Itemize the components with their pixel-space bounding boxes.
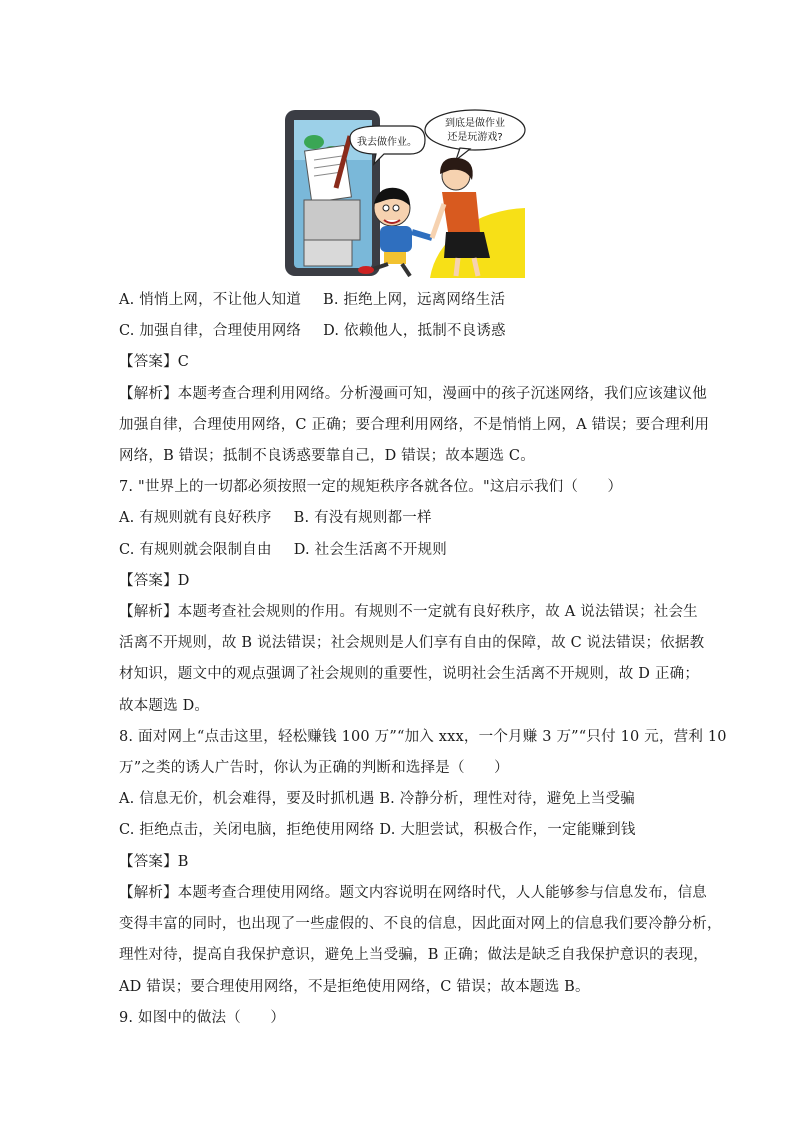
q7-answer: 【答案】D: [119, 573, 190, 589]
mom-speech-line1: 到底是做作业: [445, 118, 505, 129]
q6-analysis-line: 加强自律，合理使用网络，C 正确；要合理利用网络，不是悄悄上网，A 错误；要合理利用: [119, 417, 710, 433]
q8-option-b: B. 冷静分析，理性对待，避免上当受骗: [379, 791, 635, 807]
mom-speech-line2: 还是玩游戏?: [447, 132, 503, 143]
q6-options-row2: [119, 321, 694, 341]
q8-analysis-line: 理性对待，提高自我保护意识，避免上当受骗，B 正确；做法是缺乏自我保护意识的表现，: [119, 947, 708, 963]
q8-stem-line: 万”之类的诱人广告时，你认为正确的判断和选择是（ ）: [119, 760, 509, 776]
q6-analysis-line: 网络，B 错误；抵制不良诱惑要靠自己，D 错误；故本题选 C。: [119, 448, 535, 464]
q7-option-a: A. 有规则就有良好秩序: [119, 510, 272, 526]
q8-analysis-line: AD 错误；要合理使用网络，不是拒绝使用网络，C 错误；故本题选 B。: [119, 979, 590, 995]
q7-option-c: C. 有规则就会限制自由: [119, 542, 272, 558]
q6-option-d: D. 依赖他人，抵制不良诱惑: [323, 323, 506, 339]
q8-answer: 【答案】B: [119, 854, 189, 870]
q6-option-c: C. 加强自律，合理使用网络: [119, 323, 302, 339]
q7-analysis-line: 故本题选 D。: [119, 698, 210, 714]
q7-option-d: D. 社会生活离不开规则: [293, 542, 447, 558]
q8-option-a: A. 信息无价，机会难得，要及时抓机遇: [119, 791, 375, 807]
q8-stem-line: 8. 面对网上“点击这里，轻松赚钱 100 万”“加入 xxx，一个月赚 3 万”“只付 10 元，营利 10: [119, 729, 727, 745]
q8-analysis-line: 变得丰富的同时，也出现了一些虚假的、不良的信息，因此面对网上的信息我们要冷静分析，: [119, 916, 722, 932]
boy-speech-text: 我去做作业。: [357, 137, 417, 148]
q7-stem: 7. "世界上的一切都必须按照一定的规矩秩序各就各位。"这启示我们（ ）: [119, 479, 623, 495]
q8-analysis-line: 【解析】本题考查合理使用网络。题文内容说明在网络时代，人人能够参与信息发布，信息: [119, 885, 707, 901]
q6-option-b: B. 拒绝上网，远离网络生活: [323, 292, 506, 308]
q6-option-a: A. 悄悄上网，不让他人知道: [119, 292, 301, 308]
q7-analysis-line: 材知识，题文中的观点强调了社会规则的重要性，说明社会生活离不开规则，故 D 正确；: [119, 666, 700, 682]
q7-options-row2: [119, 540, 694, 560]
q6-options-row1: [119, 290, 694, 310]
q6-analysis-line: 【解析】本题考查合理利用网络。分析漫画可知，漫画中的孩子沉迷网络，我们应该建议他: [119, 386, 707, 402]
q6-answer: 【答案】C: [119, 354, 190, 370]
q9-stem: 9. 如图中的做法（ ）: [119, 1010, 286, 1026]
cartoon-illustration: [280, 108, 530, 278]
q7-analysis-line: 活离不开规则，故 B 说法错误；社会规则是人们享有自由的保障，故 C 说法错误；依据教: [119, 635, 705, 651]
q8-options-row1: [119, 789, 694, 809]
q7-options-row1: [119, 508, 694, 528]
q7-analysis-line: 【解析】本题考查社会规则的作用。有规则不一定就有良好秩序，故 A 说法错误；社会生: [119, 604, 698, 620]
q8-options-row2: [119, 820, 694, 840]
q8-option-c: C. 拒绝点击，关闭电脑，拒绝使用网络: [119, 822, 375, 838]
q7-option-b: B. 有没有规则都一样: [293, 510, 432, 526]
q8-option-d: D. 大胆尝试，积极合作，一定能赚到钱: [379, 822, 636, 838]
